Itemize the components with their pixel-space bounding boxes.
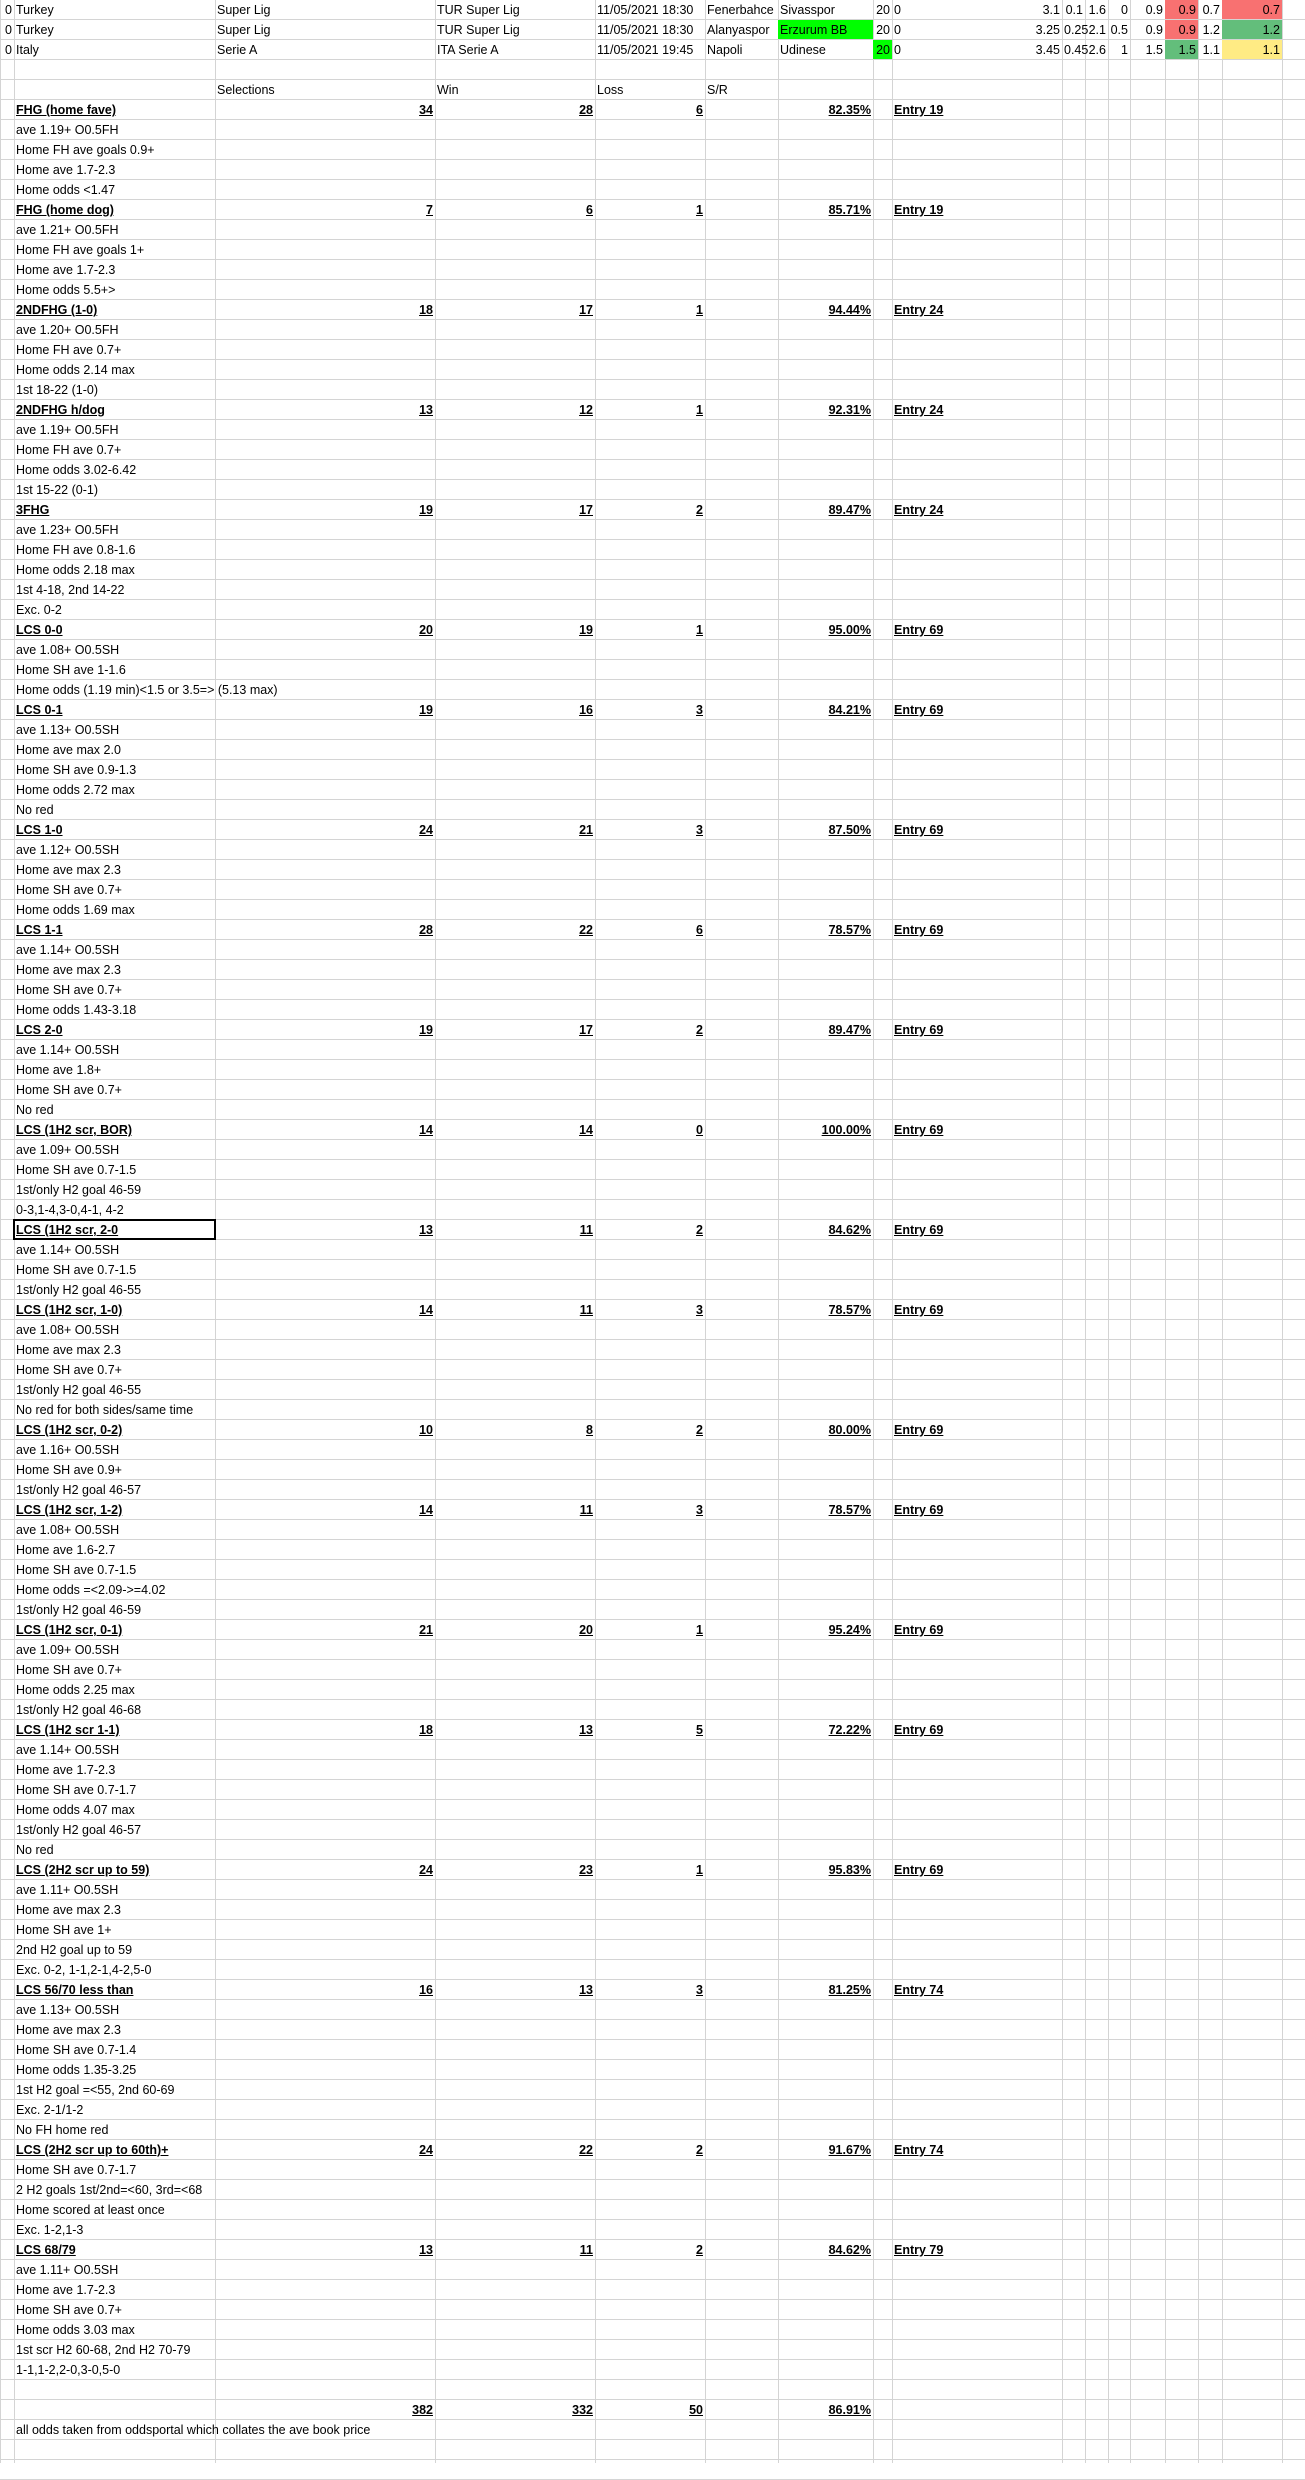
match-value-cell[interactable]: 0 (894, 23, 901, 37)
grid-column-line (1165, 0, 1166, 2463)
strategy-criteria-cell[interactable]: ave 1.23+ O0.5FH (16, 523, 119, 537)
strategy-loss-cell[interactable]: 1 (696, 1863, 703, 1877)
match-home-team-cell[interactable]: Fenerbahce (707, 3, 774, 17)
match-league-cell[interactable]: Super Lig (217, 23, 271, 37)
strategy-entry-cell[interactable]: Entry 74 (894, 1983, 944, 1997)
strategy-win-cell[interactable]: 17 (579, 503, 593, 517)
strategy-strike-rate-cell[interactable]: 78.57% (828, 923, 871, 937)
match-odds-cell[interactable]: 3.25 (1035, 23, 1060, 37)
match-value-cell[interactable]: 0 (894, 43, 901, 57)
strategy-win-cell[interactable]: 17 (579, 1023, 593, 1037)
strategy-loss-cell[interactable]: 6 (696, 103, 703, 117)
strategy-name-cell[interactable]: LCS (1H2 scr, 2-0 (16, 1223, 119, 1237)
strategy-name-cell[interactable]: FHG (home fave) (16, 103, 117, 117)
strategy-loss-cell[interactable]: 2 (696, 2143, 703, 2157)
match-datetime-cell[interactable]: 11/05/2021 18:30 (597, 3, 694, 17)
strategy-criteria-cell[interactable]: Home odds 3.02-6.42 (16, 463, 137, 477)
strategy-criteria-cell[interactable]: No red (16, 1103, 54, 1117)
strategy-entry-cell[interactable]: Entry 69 (894, 1503, 944, 1517)
strategy-criteria-cell[interactable]: Exc. 1-2,1-3 (16, 2223, 84, 2237)
strategy-total-cell[interactable]: 28 (419, 923, 433, 937)
strategy-name-cell[interactable]: LCS (1H2 scr, BOR) (16, 1123, 133, 1137)
strategy-criteria-cell[interactable]: Home odds 2.18 max (16, 563, 135, 577)
strategy-criteria-cell[interactable]: Home SH ave 0.7+ (16, 1083, 122, 1097)
strategy-criteria-cell[interactable]: ave 1.11+ O0.5SH (16, 1883, 119, 1897)
grid-column-line (1062, 0, 1063, 2463)
strategy-name-cell[interactable]: LCS 1-1 (16, 923, 63, 937)
strategy-criteria-cell[interactable]: No red (16, 1843, 54, 1857)
match-odds-cell[interactable]: 1.5 (1178, 43, 1196, 57)
strategy-total-cell[interactable]: 13 (419, 2243, 433, 2257)
strategy-entry-cell[interactable]: Entry 69 (894, 1623, 944, 1637)
strategy-total-cell[interactable]: 19 (419, 1023, 433, 1037)
strategy-loss-cell[interactable]: 3 (696, 823, 703, 837)
strategy-criteria-cell[interactable]: Home SH ave 0.7-1.4 (16, 2043, 137, 2057)
strategy-loss-cell[interactable]: 1 (696, 303, 703, 317)
strategy-total-cell[interactable]: 14 (419, 1123, 433, 1137)
strategy-name-cell[interactable]: LCS 0-1 (16, 703, 63, 717)
strategy-name-cell[interactable]: 3FHG (16, 503, 50, 517)
strategy-criteria-cell[interactable]: Exc. 2-1/1-2 (16, 2103, 84, 2117)
match-league-code-cell[interactable]: ITA Serie A (437, 43, 499, 57)
match-value-cell[interactable]: 20 (876, 23, 890, 37)
strategy-entry-cell[interactable]: Entry 69 (894, 1223, 944, 1237)
strategy-criteria-cell[interactable]: 1-1,1-2,2-0,3-0,5-0 (16, 2363, 121, 2377)
match-league-cell[interactable]: Super Lig (217, 3, 271, 17)
strategy-criteria-cell[interactable]: Home ave 1.6-2.7 (16, 1543, 116, 1557)
strategy-criteria-cell[interactable]: Home ave max 2.3 (16, 863, 121, 877)
strategy-win-cell[interactable]: 19 (579, 623, 593, 637)
match-datetime-cell[interactable]: 11/05/2021 19:45 (597, 43, 694, 57)
match-odds-cell[interactable]: 1 (1121, 43, 1128, 57)
strategy-criteria-cell[interactable]: Home ave max 2.0 (16, 743, 121, 757)
match-country-cell[interactable]: Turkey (16, 23, 54, 37)
strategy-total-cell[interactable]: 7 (426, 203, 433, 217)
strategy-win-cell[interactable]: 11 (579, 1303, 593, 1317)
strategy-criteria-cell[interactable]: Home odds 5.5+> (16, 283, 116, 297)
strategy-criteria-cell[interactable]: Home SH ave 0.7-1.5 (16, 1563, 137, 1577)
strategy-strike-rate-cell[interactable]: 91.67% (828, 2143, 871, 2157)
strategy-entry-cell[interactable]: Entry 19 (894, 103, 944, 117)
strategy-criteria-cell[interactable]: Home SH ave 0.7-1.5 (16, 1163, 137, 1177)
strategy-name-cell[interactable]: LCS 56/70 less than (16, 1983, 134, 1997)
strategy-total-cell[interactable]: 13 (419, 1223, 433, 1237)
strategy-criteria-cell[interactable]: ave 1.16+ O0.5SH (16, 1443, 120, 1457)
match-index-cell[interactable]: 0 (5, 43, 12, 57)
strategy-criteria-cell[interactable]: 1st/only H2 goal 46-59 (16, 1603, 142, 1617)
strategy-loss-cell[interactable]: 2 (696, 1023, 703, 1037)
strategy-strike-rate-cell[interactable]: 87.50% (828, 823, 871, 837)
strategy-criteria-cell[interactable]: 1st scr H2 60-68, 2nd H2 70-79 (16, 2343, 191, 2357)
match-away-team-cell[interactable]: Erzurum BB (780, 23, 848, 37)
strategy-total-cell[interactable]: 20 (419, 623, 433, 637)
header-strike-rate[interactable]: S/R (707, 83, 728, 97)
strategy-total-cell[interactable]: 24 (419, 1863, 433, 1877)
strategy-criteria-cell[interactable]: Home odds 3.03 max (16, 2323, 135, 2337)
totals-strike-rate-cell[interactable]: 86.91% (828, 2403, 871, 2417)
strategy-strike-rate-cell[interactable]: 78.57% (828, 1303, 871, 1317)
strategy-criteria-cell[interactable]: Home odds <1.47 (16, 183, 116, 197)
strategy-loss-cell[interactable]: 6 (696, 923, 703, 937)
strategy-criteria-cell[interactable]: Home ave max 2.3 (16, 1903, 121, 1917)
strategy-entry-cell[interactable]: Entry 24 (894, 303, 944, 317)
match-odds-cell[interactable]: 0.7 (1202, 3, 1220, 17)
strategy-criteria-cell[interactable]: ave 1.09+ O0.5SH (16, 1643, 120, 1657)
strategy-total-cell[interactable]: 13 (419, 403, 433, 417)
match-value-cell[interactable]: 20 (876, 3, 890, 17)
strategy-strike-rate-cell[interactable]: 81.25% (828, 1983, 871, 1997)
strategy-criteria-cell[interactable]: 1st 15-22 (0-1) (16, 483, 98, 497)
strategy-criteria-cell[interactable]: ave 1.11+ O0.5SH (16, 2263, 119, 2277)
match-odds-cell[interactable]: 1.1 (1202, 43, 1220, 57)
strategy-win-cell[interactable]: 28 (579, 103, 593, 117)
strategy-loss-cell[interactable]: 0 (696, 1123, 703, 1137)
strategy-strike-rate-cell[interactable]: 85.71% (828, 203, 871, 217)
strategy-criteria-cell[interactable]: Home FH ave goals 1+ (16, 243, 145, 257)
strategy-criteria-cell[interactable]: Home FH ave 0.7+ (16, 343, 122, 357)
match-datetime-cell[interactable]: 11/05/2021 18:30 (597, 23, 694, 37)
match-country-cell[interactable]: Turkey (16, 3, 54, 17)
strategy-criteria-cell[interactable]: 1st 4-18, 2nd 14-22 (16, 583, 125, 597)
strategy-loss-cell[interactable]: 3 (696, 703, 703, 717)
totals-loss-cell[interactable]: 50 (689, 2403, 703, 2417)
header-win[interactable]: Win (437, 83, 459, 97)
strategy-criteria-cell[interactable]: Exc. 0-2 (16, 603, 62, 617)
strategy-win-cell[interactable]: 14 (579, 1123, 593, 1137)
grid-column-line (1085, 0, 1086, 2463)
strategy-criteria-cell[interactable]: Home scored at least once (16, 2203, 165, 2217)
strategy-criteria-cell[interactable]: No red (16, 803, 54, 817)
strategy-win-cell[interactable]: 17 (579, 303, 593, 317)
grid-column-line (1282, 0, 1283, 2463)
strategy-entry-cell[interactable]: Entry 69 (894, 1863, 944, 1877)
match-league-cell[interactable]: Serie A (217, 43, 258, 57)
strategy-criteria-cell[interactable]: Home ave max 2.3 (16, 963, 121, 977)
match-odds-cell[interactable]: 1.6 (1088, 3, 1106, 17)
strategy-entry-cell[interactable]: Entry 69 (894, 1123, 944, 1137)
match-odds-cell[interactable]: 0 (1121, 3, 1128, 17)
strategy-strike-rate-cell[interactable]: 95.83% (828, 1863, 871, 1877)
strategy-name-cell[interactable]: LCS 68/79 (16, 2243, 76, 2257)
strategy-criteria-cell[interactable]: 2 H2 goals 1st/2nd=<60, 3rd=<68 (16, 2183, 203, 2197)
strategy-criteria-cell[interactable]: ave 1.14+ O0.5SH (16, 1043, 120, 1057)
strategy-criteria-cell[interactable]: Home FH ave 0.7+ (16, 443, 122, 457)
strategy-strike-rate-cell[interactable]: 84.21% (828, 703, 871, 717)
strategy-loss-cell[interactable]: 2 (696, 2243, 703, 2257)
strategy-criteria-cell[interactable]: Home FH ave goals 0.9+ (16, 143, 155, 157)
match-away-team-cell[interactable]: Sivasspor (780, 3, 835, 17)
strategy-criteria-cell[interactable]: Home FH ave 0.8-1.6 (16, 543, 136, 557)
strategy-win-cell[interactable]: 11 (579, 1223, 593, 1237)
strategy-name-cell[interactable]: LCS 0-0 (16, 623, 63, 637)
strategy-loss-cell[interactable]: 1 (696, 203, 703, 217)
header-selections[interactable]: Selections (217, 83, 275, 97)
strategy-entry-cell[interactable]: Entry 24 (894, 403, 944, 417)
strategy-entry-cell[interactable]: Entry 69 (894, 703, 944, 717)
grid-column-line (1198, 0, 1199, 2463)
strategy-criteria-cell[interactable]: Home ave 1.7-2.3 (16, 1763, 116, 1777)
strategy-criteria-cell[interactable]: ave 1.08+ O0.5SH (16, 643, 120, 657)
strategy-strike-rate-cell[interactable]: 94.44% (828, 303, 871, 317)
strategy-win-cell[interactable]: 13 (579, 1983, 593, 1997)
strategy-criteria-cell[interactable]: 2nd H2 goal up to 59 (16, 1943, 133, 1957)
match-odds-cell[interactable]: 0.7 (1262, 3, 1280, 17)
strategy-win-cell[interactable]: 8 (586, 1423, 593, 1437)
strategy-name-cell[interactable]: LCS (1H2 scr, 1-2) (16, 1503, 123, 1517)
match-odds-cell[interactable]: 0.9 (1178, 3, 1196, 17)
strategy-total-cell[interactable]: 19 (419, 703, 433, 717)
strategy-criteria-cell[interactable]: 1st H2 goal =<55, 2nd 60-69 (16, 2083, 175, 2097)
strategy-criteria-cell[interactable]: ave 1.08+ O0.5SH (16, 1323, 120, 1337)
strategy-criteria-cell[interactable]: No red for both sides/same time (16, 1403, 194, 1417)
strategy-name-cell[interactable]: LCS (1H2 scr, 1-0) (16, 1303, 123, 1317)
grid-column-line (1222, 0, 1223, 2463)
strategy-name-cell[interactable]: LCS 1-0 (16, 823, 63, 837)
strategy-criteria-cell[interactable]: ave 1.19+ O0.5FH (16, 123, 119, 137)
strategy-strike-rate-cell[interactable]: 84.62% (828, 1223, 871, 1237)
match-away-team-cell[interactable]: Udinese (780, 43, 826, 57)
strategy-entry-cell[interactable]: Entry 69 (894, 1423, 944, 1437)
strategy-entry-cell[interactable]: Entry 69 (894, 1023, 944, 1037)
totals-total-cell[interactable]: 382 (412, 2403, 433, 2417)
strategy-strike-rate-cell[interactable]: 89.47% (828, 1023, 871, 1037)
strategy-entry-cell[interactable]: Entry 69 (894, 923, 944, 937)
grid-column-line (1108, 0, 1109, 2463)
match-league-code-cell[interactable]: TUR Super Lig (437, 23, 520, 37)
strategy-win-cell[interactable]: 20 (579, 1623, 593, 1637)
match-odds-cell[interactable]: 0.25 (1064, 23, 1089, 37)
match-odds-cell[interactable]: 1.2 (1262, 23, 1280, 37)
strategy-criteria-cell[interactable]: ave 1.14+ O0.5SH (16, 943, 120, 957)
strategy-criteria-cell[interactable]: Home SH ave 0.9-1.3 (16, 763, 137, 777)
strategy-criteria-cell[interactable]: ave 1.14+ O0.5SH (16, 1743, 120, 1757)
strategy-total-cell[interactable]: 18 (419, 1723, 433, 1737)
strategy-criteria-cell[interactable]: Home ave max 2.3 (16, 2023, 121, 2037)
strategy-win-cell[interactable]: 22 (579, 2143, 593, 2157)
strategy-criteria-cell[interactable]: ave 1.13+ O0.5SH (16, 723, 120, 737)
strategy-criteria-cell[interactable]: ave 1.12+ O0.5SH (16, 843, 120, 857)
match-odds-cell[interactable]: 0.9 (1178, 23, 1196, 37)
strategy-name-cell[interactable]: LCS (1H2 scr 1-1) (16, 1723, 120, 1737)
strategy-criteria-cell[interactable]: No FH home red (16, 2123, 109, 2137)
strategy-loss-cell[interactable]: 3 (696, 1303, 703, 1317)
strategy-criteria-cell[interactable]: Home odds 1.69 max (16, 903, 135, 917)
strategy-loss-cell[interactable]: 1 (696, 623, 703, 637)
match-home-team-cell[interactable]: Alanyaspor (707, 23, 770, 37)
footer-note-cell[interactable]: all odds taken from oddsportal which collates the ave book price (16, 2423, 371, 2437)
strategy-criteria-cell[interactable]: Home SH ave 0.7+ (16, 983, 122, 997)
strategy-total-cell[interactable]: 10 (419, 1423, 433, 1437)
strategy-total-cell[interactable]: 14 (419, 1303, 433, 1317)
strategy-criteria-cell[interactable]: ave 1.08+ O0.5SH (16, 1523, 120, 1537)
strategy-entry-cell[interactable]: Entry 24 (894, 503, 944, 517)
grid-column-line (0, 0, 1, 2463)
strategy-entry-cell[interactable]: Entry 69 (894, 823, 944, 837)
strategy-criteria-cell[interactable]: Home SH ave 0.9+ (16, 1463, 122, 1477)
strategy-entry-cell[interactable]: Entry 19 (894, 203, 944, 217)
strategy-name-cell[interactable]: FHG (home dog) (16, 203, 114, 217)
strategy-criteria-cell[interactable]: 1st 18-22 (1-0) (16, 383, 98, 397)
strategy-criteria-cell[interactable]: Home ave max 2.3 (16, 1343, 121, 1357)
strategy-criteria-cell[interactable]: Home ave 1.7-2.3 (16, 263, 116, 277)
strategy-entry-cell[interactable]: Entry 79 (894, 2243, 944, 2257)
strategy-total-cell[interactable]: 19 (419, 503, 433, 517)
strategy-loss-cell[interactable]: 2 (696, 1423, 703, 1437)
match-odds-cell[interactable]: 3.45 (1035, 43, 1060, 57)
strategy-total-cell[interactable]: 18 (419, 303, 433, 317)
strategy-criteria-cell[interactable]: Home odds (1.19 min)<1.5 or 3.5=> (5.13 max) (16, 683, 278, 697)
strategy-criteria-cell[interactable]: Home ave 1.8+ (16, 1063, 102, 1077)
strategy-criteria-cell[interactable]: 0-3,1-4,3-0,4-1, 4-2 (16, 1203, 124, 1217)
match-odds-cell[interactable]: 1.1 (1262, 43, 1280, 57)
strategy-win-cell[interactable]: 13 (579, 1723, 593, 1737)
strategy-name-cell[interactable]: LCS (1H2 scr, 0-2) (16, 1423, 123, 1437)
strategy-entry-cell[interactable]: Entry 74 (894, 2143, 944, 2157)
strategy-criteria-cell[interactable]: Home odds 2.72 max (16, 783, 135, 797)
strategy-win-cell[interactable]: 6 (586, 203, 593, 217)
match-odds-cell[interactable]: 0.9 (1145, 3, 1163, 17)
strategy-criteria-cell[interactable]: Home SH ave 1+ (16, 1923, 112, 1937)
strategy-name-cell[interactable]: 2NDFHG h/dog (16, 403, 105, 417)
strategy-strike-rate-cell[interactable]: 78.57% (828, 1503, 871, 1517)
strategy-criteria-cell[interactable]: ave 1.13+ O0.5SH (16, 2003, 120, 2017)
strategy-strike-rate-cell[interactable]: 84.62% (828, 2243, 871, 2257)
strategy-criteria-cell[interactable]: ave 1.20+ O0.5FH (16, 323, 119, 337)
strategy-loss-cell[interactable]: 3 (696, 1503, 703, 1517)
strategy-criteria-cell[interactable]: Home odds 1.35-3.25 (16, 2063, 137, 2077)
match-value-cell[interactable]: 0 (894, 3, 901, 17)
match-odds-cell[interactable]: 0.9 (1145, 23, 1163, 37)
strategy-criteria-cell[interactable]: Home ave 1.7-2.3 (16, 2283, 116, 2297)
match-country-cell[interactable]: Italy (16, 43, 39, 57)
strategy-name-cell[interactable]: LCS (2H2 scr up to 60th)+ (16, 2143, 169, 2157)
strategy-name-cell[interactable]: LCS (1H2 scr, 0-1) (16, 1623, 123, 1637)
strategy-criteria-cell[interactable]: Home SH ave 0.7+ (16, 883, 122, 897)
strategy-loss-cell[interactable]: 3 (696, 1983, 703, 1997)
strategy-name-cell[interactable]: LCS (2H2 scr up to 59) (16, 1863, 150, 1877)
strategy-loss-cell[interactable]: 1 (696, 1623, 703, 1637)
strategy-total-cell[interactable]: 14 (419, 1503, 433, 1517)
strategy-win-cell[interactable]: 21 (579, 823, 593, 837)
strategy-win-cell[interactable]: 11 (579, 2243, 593, 2257)
strategy-loss-cell[interactable]: 1 (696, 403, 703, 417)
match-odds-cell[interactable]: 0.45 (1064, 43, 1089, 57)
strategy-criteria-cell[interactable]: Home SH ave 0.7+ (16, 1663, 122, 1677)
strategy-criteria-cell[interactable]: ave 1.21+ O0.5FH (16, 223, 119, 237)
strategy-win-cell[interactable]: 23 (579, 1863, 593, 1877)
strategy-criteria-cell[interactable]: Home SH ave 0.7+ (16, 1363, 122, 1377)
strategy-criteria-cell[interactable]: Home SH ave 0.7+ (16, 2303, 122, 2317)
match-home-team-cell[interactable]: Napoli (707, 43, 743, 57)
strategy-win-cell[interactable]: 12 (579, 403, 593, 417)
strategy-name-cell[interactable]: LCS 2-0 (16, 1023, 63, 1037)
match-odds-cell[interactable]: 2.1 (1088, 23, 1106, 37)
match-index-cell[interactable]: 0 (5, 23, 12, 37)
strategy-total-cell[interactable]: 24 (419, 2143, 433, 2157)
strategy-strike-rate-cell[interactable]: 72.22% (828, 1723, 871, 1737)
match-odds-cell[interactable]: 2.6 (1088, 43, 1106, 57)
strategy-criteria-cell[interactable]: Home SH ave 0.7-1.7 (16, 2163, 137, 2177)
strategy-criteria-cell[interactable]: Home ave 1.7-2.3 (16, 163, 116, 177)
strategy-entry-cell[interactable]: Entry 69 (894, 1723, 944, 1737)
strategy-strike-rate-cell[interactable]: 92.31% (828, 403, 871, 417)
totals-win-cell[interactable]: 332 (572, 2403, 593, 2417)
strategy-criteria-cell[interactable]: 1st/only H2 goal 46-68 (16, 1703, 142, 1717)
strategy-win-cell[interactable]: 11 (579, 1503, 593, 1517)
strategy-total-cell[interactable]: 16 (419, 1983, 433, 1997)
match-odds-cell[interactable]: 0.5 (1110, 23, 1128, 37)
strategy-criteria-cell[interactable]: ave 1.19+ O0.5FH (16, 423, 119, 437)
strategy-criteria-cell[interactable]: Home odds 2.25 max (16, 1683, 135, 1697)
strategy-criteria-cell[interactable]: ave 1.09+ O0.5SH (16, 1143, 120, 1157)
strategy-criteria-cell[interactable]: Home odds =<2.09->=4.02 (16, 1583, 166, 1597)
match-index-cell[interactable]: 0 (5, 3, 12, 17)
strategy-entry-cell[interactable]: Entry 69 (894, 1303, 944, 1317)
match-odds-cell[interactable]: 1.5 (1145, 43, 1163, 57)
match-odds-cell[interactable]: 1.2 (1202, 23, 1220, 37)
strategy-entry-cell[interactable]: Entry 69 (894, 623, 944, 637)
strategy-name-cell[interactable]: 2NDFHG (1-0) (16, 303, 98, 317)
strategy-criteria-cell[interactable]: Exc. 0-2, 1-1,2-1,4-2,5-0 (16, 1963, 152, 1977)
strategy-strike-rate-cell[interactable]: 82.35% (828, 103, 871, 117)
strategy-criteria-cell[interactable]: Home SH ave 0.7-1.7 (16, 1783, 137, 1797)
header-loss[interactable]: Loss (597, 83, 624, 97)
match-odds-cell[interactable]: 0.1 (1065, 3, 1083, 17)
strategy-total-cell[interactable]: 24 (419, 823, 433, 837)
strategy-criteria-cell[interactable]: 1st/only H2 goal 46-57 (16, 1823, 142, 1837)
strategy-loss-cell[interactable]: 2 (696, 1223, 703, 1237)
strategy-total-cell[interactable]: 21 (419, 1623, 433, 1637)
strategy-win-cell[interactable]: 16 (579, 703, 593, 717)
strategy-total-cell[interactable]: 34 (419, 103, 433, 117)
match-value-cell[interactable]: 20 (876, 43, 890, 57)
grid-column-line (873, 0, 874, 2463)
strategy-strike-rate-cell[interactable]: 80.00% (828, 1423, 871, 1437)
strategy-criteria-cell[interactable]: Home SH ave 1-1.6 (16, 663, 126, 677)
strategy-loss-cell[interactable]: 2 (696, 503, 703, 517)
match-odds-cell[interactable]: 3.1 (1042, 3, 1060, 17)
strategy-criteria-cell[interactable]: Home SH ave 0.7-1.5 (16, 1263, 137, 1277)
strategy-criteria-cell[interactable]: Home odds 1.43-3.18 (16, 1003, 137, 1017)
strategy-criteria-cell[interactable]: Home odds 2.14 max (16, 363, 135, 377)
strategy-strike-rate-cell[interactable]: 100.00% (821, 1123, 871, 1137)
strategy-strike-rate-cell[interactable]: 89.47% (828, 503, 871, 517)
strategy-criteria-cell[interactable]: 1st/only H2 goal 46-57 (16, 1483, 142, 1497)
grid-row-line (0, 2459, 1305, 2460)
match-league-code-cell[interactable]: TUR Super Lig (437, 3, 520, 17)
active-cell-selection (13, 1219, 216, 1240)
strategy-strike-rate-cell[interactable]: 95.24% (828, 1623, 871, 1637)
strategy-strike-rate-cell[interactable]: 95.00% (828, 623, 871, 637)
strategy-loss-cell[interactable]: 5 (696, 1723, 703, 1737)
strategy-criteria-cell[interactable]: 1st/only H2 goal 46-59 (16, 1183, 142, 1197)
strategy-criteria-cell[interactable]: ave 1.14+ O0.5SH (16, 1243, 120, 1257)
strategy-criteria-cell[interactable]: 1st/only H2 goal 46-55 (16, 1383, 142, 1397)
strategy-criteria-cell[interactable]: Home odds 4.07 max (16, 1803, 135, 1817)
grid-column-line (1130, 0, 1131, 2463)
strategy-criteria-cell[interactable]: 1st/only H2 goal 46-55 (16, 1283, 142, 1297)
strategy-win-cell[interactable]: 22 (579, 923, 593, 937)
